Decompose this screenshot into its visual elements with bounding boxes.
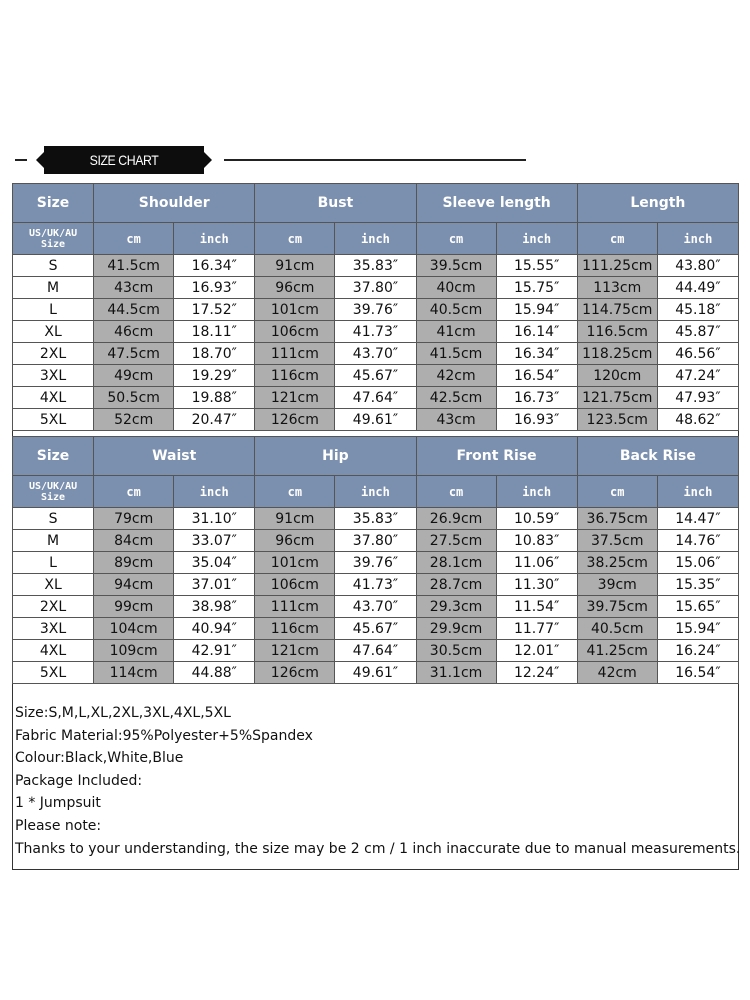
inch-cell: 12.24″ xyxy=(496,662,577,684)
table-row xyxy=(13,365,739,387)
cm-cell: 116cm xyxy=(255,618,335,640)
table-row xyxy=(13,618,739,640)
size-system-label xyxy=(13,223,94,255)
inch-cell: 16.34″ xyxy=(174,255,255,277)
inch-cell: 47.24″ xyxy=(657,365,738,387)
cm-cell: 41cm xyxy=(416,321,496,343)
inch-cell: 15.55″ xyxy=(496,255,577,277)
inch-cell: 33.07″ xyxy=(174,530,255,552)
inch-cell: 16.24″ xyxy=(657,640,738,662)
inch-cell: 12.01″ xyxy=(496,640,577,662)
table-row xyxy=(13,277,739,299)
size-system-top: US/UK/AU xyxy=(28,480,78,492)
cm-cell: 40cm xyxy=(416,277,496,299)
cm-cell: 40.5cm xyxy=(416,299,496,321)
unit-cm: cm xyxy=(94,223,174,255)
inch-cell: 44.88″ xyxy=(174,662,255,684)
cm-cell: 96cm xyxy=(255,277,335,299)
banner-notch-right xyxy=(204,152,212,168)
table-row xyxy=(13,574,739,596)
inch-cell: 17.52″ xyxy=(174,299,255,321)
unit-row xyxy=(13,476,739,508)
cm-cell: 46cm xyxy=(94,321,174,343)
cm-cell: 99cm xyxy=(94,596,174,618)
size-cell: 4XL xyxy=(13,387,94,409)
unit-cm: cm xyxy=(416,476,496,508)
unit-inch: inch xyxy=(174,223,255,255)
cm-cell: 44.5cm xyxy=(94,299,174,321)
inch-cell: 10.83″ xyxy=(496,530,577,552)
group-header-sleeve-length: Sleeve length xyxy=(416,184,577,223)
unit-cm: cm xyxy=(255,476,335,508)
inch-cell: 16.73″ xyxy=(496,387,577,409)
size-cell: 2XL xyxy=(13,343,94,365)
inch-cell: 15.94″ xyxy=(496,299,577,321)
cm-cell: 79cm xyxy=(94,508,174,530)
inch-cell: 14.47″ xyxy=(657,508,738,530)
inch-cell: 19.88″ xyxy=(174,387,255,409)
header-banner xyxy=(36,146,212,174)
size-header: Size xyxy=(13,184,94,223)
table-row xyxy=(13,508,739,530)
inch-cell: 35.04″ xyxy=(174,552,255,574)
note-line: Please note: xyxy=(15,817,102,834)
note-line: Fabric Material:95%Polyester+5%Spandex xyxy=(15,727,313,744)
cm-cell: 39.5cm xyxy=(416,255,496,277)
cm-cell: 109cm xyxy=(94,640,174,662)
inch-cell: 41.73″ xyxy=(335,321,416,343)
inch-cell: 11.54″ xyxy=(496,596,577,618)
inch-cell: 41.73″ xyxy=(335,574,416,596)
cm-cell: 42.5cm xyxy=(416,387,496,409)
table-row xyxy=(13,321,739,343)
inch-cell: 10.59″ xyxy=(496,508,577,530)
inch-cell: 43.70″ xyxy=(335,596,416,618)
note-line: Package Included: xyxy=(15,772,143,789)
cm-cell: 89cm xyxy=(94,552,174,574)
unit-inch: inch xyxy=(174,476,255,508)
inch-cell: 16.93″ xyxy=(174,277,255,299)
cm-cell: 106cm xyxy=(255,574,335,596)
table-row xyxy=(13,343,739,365)
cm-cell: 50.5cm xyxy=(94,387,174,409)
cm-cell: 126cm xyxy=(255,662,335,684)
cm-cell: 101cm xyxy=(255,299,335,321)
size-cell: 5XL xyxy=(13,662,94,684)
inch-cell: 15.35″ xyxy=(657,574,738,596)
cm-cell: 38.25cm xyxy=(577,552,657,574)
cm-cell: 37.5cm xyxy=(577,530,657,552)
cm-cell: 49cm xyxy=(94,365,174,387)
table-row xyxy=(13,596,739,618)
inch-cell: 45.67″ xyxy=(335,365,416,387)
inch-cell: 15.75″ xyxy=(496,277,577,299)
inch-cell: 46.56″ xyxy=(657,343,738,365)
cm-cell: 39cm xyxy=(577,574,657,596)
inch-cell: 18.70″ xyxy=(174,343,255,365)
inch-cell: 47.64″ xyxy=(335,387,416,409)
product-notes xyxy=(15,702,741,860)
cm-cell: 47.5cm xyxy=(94,343,174,365)
cm-cell: 106cm xyxy=(255,321,335,343)
table-row xyxy=(13,409,739,431)
group-header-front-rise: Front Rise xyxy=(416,437,577,476)
inch-cell: 38.98″ xyxy=(174,596,255,618)
inch-cell: 11.30″ xyxy=(496,574,577,596)
size-header: Size xyxy=(13,437,94,476)
size-table-bottom xyxy=(12,436,739,684)
inch-cell: 20.47″ xyxy=(174,409,255,431)
inch-cell: 15.65″ xyxy=(657,596,738,618)
inch-cell: 45.87″ xyxy=(657,321,738,343)
inch-cell: 47.93″ xyxy=(657,387,738,409)
cm-cell: 43cm xyxy=(94,277,174,299)
size-cell: 3XL xyxy=(13,365,94,387)
size-system-top: US/UK/AU xyxy=(28,227,78,239)
unit-inch: inch xyxy=(335,476,416,508)
cm-cell: 123.5cm xyxy=(577,409,657,431)
inch-cell: 35.83″ xyxy=(335,508,416,530)
inch-cell: 37.01″ xyxy=(174,574,255,596)
cm-cell: 111cm xyxy=(255,343,335,365)
cm-cell: 96cm xyxy=(255,530,335,552)
size-system-label xyxy=(13,476,94,508)
inch-cell: 43.80″ xyxy=(657,255,738,277)
banner-notch-left xyxy=(36,152,44,168)
header-rule xyxy=(224,159,526,161)
cm-cell: 41.25cm xyxy=(577,640,657,662)
size-cell: 2XL xyxy=(13,596,94,618)
cm-cell: 52cm xyxy=(94,409,174,431)
size-cell: M xyxy=(13,530,94,552)
cm-cell: 121cm xyxy=(255,640,335,662)
inch-cell: 15.06″ xyxy=(657,552,738,574)
size-table-top xyxy=(12,183,739,431)
inch-cell: 11.06″ xyxy=(496,552,577,574)
note-line: Size:S,M,L,XL,2XL,3XL,4XL,5XL xyxy=(15,705,231,721)
unit-cm: cm xyxy=(416,223,496,255)
cm-cell: 126cm xyxy=(255,409,335,431)
table-row xyxy=(13,552,739,574)
unit-row xyxy=(13,223,739,255)
cm-cell: 31.1cm xyxy=(416,662,496,684)
size-cell: S xyxy=(13,508,94,530)
unit-cm: cm xyxy=(94,476,174,508)
size-cell: 4XL xyxy=(13,640,94,662)
inch-cell: 14.76″ xyxy=(657,530,738,552)
table-top-body xyxy=(13,255,739,431)
inch-cell: 45.67″ xyxy=(335,618,416,640)
size-cell: L xyxy=(13,299,94,321)
cm-cell: 91cm xyxy=(255,508,335,530)
cm-cell: 29.9cm xyxy=(416,618,496,640)
cm-cell: 101cm xyxy=(255,552,335,574)
unit-inch: inch xyxy=(496,476,577,508)
cm-cell: 84cm xyxy=(94,530,174,552)
cm-cell: 116.5cm xyxy=(577,321,657,343)
cm-cell: 116cm xyxy=(255,365,335,387)
unit-inch: inch xyxy=(657,223,738,255)
cm-cell: 27.5cm xyxy=(416,530,496,552)
size-system-bottom: Size xyxy=(41,238,66,250)
cm-cell: 118.25cm xyxy=(577,343,657,365)
cm-cell: 40.5cm xyxy=(577,618,657,640)
cm-cell: 43cm xyxy=(416,409,496,431)
size-cell: M xyxy=(13,277,94,299)
cm-cell: 28.7cm xyxy=(416,574,496,596)
cm-cell: 120cm xyxy=(577,365,657,387)
table-row xyxy=(13,530,739,552)
table-header-row xyxy=(13,437,739,476)
table-bottom-body xyxy=(13,508,739,684)
cm-cell: 39.75cm xyxy=(577,596,657,618)
inch-cell: 37.80″ xyxy=(335,530,416,552)
table-header-row xyxy=(13,184,739,223)
cm-cell: 104cm xyxy=(94,618,174,640)
table-row xyxy=(13,662,739,684)
size-cell: 5XL xyxy=(13,409,94,431)
cm-cell: 26.9cm xyxy=(416,508,496,530)
table-row xyxy=(13,255,739,277)
header-dash xyxy=(15,159,27,161)
cm-cell: 114.75cm xyxy=(577,299,657,321)
unit-inch: inch xyxy=(496,223,577,255)
inch-cell: 31.10″ xyxy=(174,508,255,530)
group-header-waist: Waist xyxy=(94,437,255,476)
cm-cell: 91cm xyxy=(255,255,335,277)
unit-cm: cm xyxy=(577,476,657,508)
table-row xyxy=(13,299,739,321)
cm-cell: 42cm xyxy=(577,662,657,684)
group-header-bust: Bust xyxy=(255,184,416,223)
cm-cell: 36.75cm xyxy=(577,508,657,530)
inch-cell: 39.76″ xyxy=(335,552,416,574)
inch-cell: 37.80″ xyxy=(335,277,416,299)
inch-cell: 18.11″ xyxy=(174,321,255,343)
cm-cell: 111.25cm xyxy=(577,255,657,277)
cm-cell: 113cm xyxy=(577,277,657,299)
cm-cell: 41.5cm xyxy=(416,343,496,365)
inch-cell: 35.83″ xyxy=(335,255,416,277)
size-system-bottom: Size xyxy=(41,491,66,503)
size-cell: XL xyxy=(13,321,94,343)
unit-inch: inch xyxy=(335,223,416,255)
table-row xyxy=(13,640,739,662)
inch-cell: 42.91″ xyxy=(174,640,255,662)
inch-cell: 16.54″ xyxy=(496,365,577,387)
size-cell: XL xyxy=(13,574,94,596)
cm-cell: 42cm xyxy=(416,365,496,387)
group-header-shoulder: Shoulder xyxy=(94,184,255,223)
size-cell: L xyxy=(13,552,94,574)
inch-cell: 11.77″ xyxy=(496,618,577,640)
unit-cm: cm xyxy=(255,223,335,255)
inch-cell: 16.93″ xyxy=(496,409,577,431)
group-header-hip: Hip xyxy=(255,437,416,476)
size-cell: 3XL xyxy=(13,618,94,640)
cm-cell: 29.3cm xyxy=(416,596,496,618)
size-chart-title: SIZE CHART xyxy=(89,152,159,168)
cm-cell: 114cm xyxy=(94,662,174,684)
note-line: 1 * Jumpsuit xyxy=(15,795,101,812)
group-header-back-rise: Back Rise xyxy=(577,437,738,476)
inch-cell: 39.76″ xyxy=(335,299,416,321)
cm-cell: 30.5cm xyxy=(416,640,496,662)
note-line: Thanks to your understanding, the size may be 2 cm / 1 inch inaccurate due to manual measurements. xyxy=(15,840,741,857)
inch-cell: 40.94″ xyxy=(174,618,255,640)
inch-cell: 43.70″ xyxy=(335,343,416,365)
inch-cell: 49.61″ xyxy=(335,409,416,431)
table-row xyxy=(13,387,739,409)
note-line: Colour:Black,White,Blue xyxy=(15,750,184,767)
unit-cm: cm xyxy=(577,223,657,255)
inch-cell: 45.18″ xyxy=(657,299,738,321)
cm-cell: 94cm xyxy=(94,574,174,596)
cm-cell: 121cm xyxy=(255,387,335,409)
cm-cell: 111cm xyxy=(255,596,335,618)
inch-cell: 47.64″ xyxy=(335,640,416,662)
inch-cell: 48.62″ xyxy=(657,409,738,431)
size-cell: S xyxy=(13,255,94,277)
group-header-length: Length xyxy=(577,184,738,223)
inch-cell: 16.54″ xyxy=(657,662,738,684)
inch-cell: 44.49″ xyxy=(657,277,738,299)
inch-cell: 19.29″ xyxy=(174,365,255,387)
inch-cell: 15.94″ xyxy=(657,618,738,640)
inch-cell: 49.61″ xyxy=(335,662,416,684)
inch-cell: 16.14″ xyxy=(496,321,577,343)
inch-cell: 16.34″ xyxy=(496,343,577,365)
cm-cell: 121.75cm xyxy=(577,387,657,409)
cm-cell: 41.5cm xyxy=(94,255,174,277)
cm-cell: 28.1cm xyxy=(416,552,496,574)
unit-inch: inch xyxy=(657,476,738,508)
